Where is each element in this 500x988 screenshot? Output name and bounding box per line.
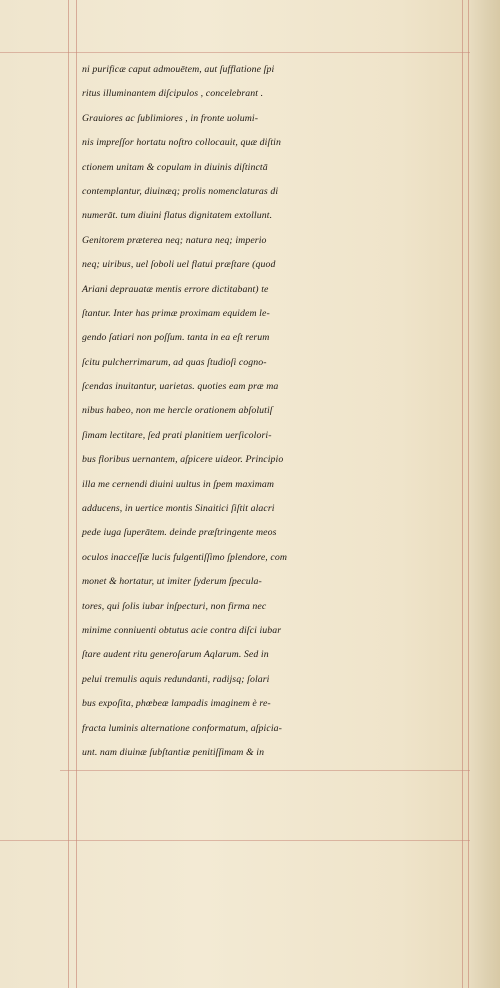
text-line: ctionem unitam & copulam in diuinis diſtinctā — [82, 161, 268, 173]
text-line: fracta luminis alternatione conformatum, aſpicia- — [82, 722, 283, 734]
text-line: nibus habeo, non me hercle orationem abſolutiſ — [82, 405, 273, 417]
text-block — [82, 58, 472, 765]
text-line: contemplantur, diuinæq; prolis nomenclaturas di — [82, 185, 279, 197]
text-line: nis impreſſor hortatu noſtro collocauit, quæ diſtin — [82, 137, 281, 149]
text-line: gendo ſatiari non poſſum. tanta in ea eſt rerum — [82, 332, 270, 344]
text-line: tores, qui ſolis iubar inſpecturi, non firma nec — [82, 600, 267, 612]
text-line: pelui tremulis aquis redundanti, radijsq; ſolari — [82, 673, 270, 685]
text-line: ſcendas inuitantur, uarietas. quoties eam præ ma — [82, 381, 279, 393]
text-line: bus expoſita, phœbeæ lampadis imaginem è re- — [82, 698, 271, 710]
text-line: ſtantur. Inter has primæ proximam equidem le- — [82, 307, 270, 319]
text-line: numerāt. tum diuini flatus dignitatem extollunt. — [82, 210, 273, 222]
text-line: oculos inacceſſæ lucis fulgentiſſimo ſplendore, com — [82, 551, 287, 563]
text-line: neq; uiribus, uel ſoboli uel flatui præſtare (quod — [82, 259, 276, 271]
page-edge-shadow — [470, 0, 500, 988]
top-rule — [0, 52, 470, 53]
text-line: Genitorem præterea neq; natura neq; imperio — [82, 234, 267, 246]
text-line: Ariani deprauatæ mentis errore dictitabant) te — [82, 283, 269, 295]
text-bottom-rule — [60, 770, 470, 771]
text-line: illa me cernendi diuini uultus in ſpem maximam — [82, 478, 275, 490]
text-line: bus floribus uernantem, aſpicere uideor. Principio — [82, 454, 284, 466]
text-line: ni purificæ caput admouētem, aut ſufflatione ſpi — [82, 64, 275, 75]
text-line: unt. nam diuinæ ſubſtantiæ penitiſſimam & in — [82, 746, 265, 758]
text-line: ſcitu pulcherrimarum, ad quas ſtudioſi cogno- — [82, 356, 267, 368]
text-line: monet & hortatur, ut imiter ſyderum ſpecula- — [82, 576, 262, 588]
text-line: ſimam lectitare, ſed prati planitiem uerſicolori- — [82, 429, 272, 441]
text-line: ritus illuminantem diſcipulos , concelebrant . — [82, 88, 264, 100]
text-line: minime conniuenti obtutus acie contra diſci iubar — [82, 624, 282, 636]
text-line: pede iuga ſuperātem. deinde præſtringente meos — [82, 527, 277, 539]
text-line: adducens, in uertice montis Sinaitici ſiſtit alacri — [82, 503, 275, 515]
text-line: ſtare audent ritu generoſarum Aqlarum. Sed in — [82, 649, 269, 661]
text-line: Grauiores ac ſublimiores , in fronte uolumi- — [82, 112, 259, 124]
lower-rule — [0, 840, 470, 841]
